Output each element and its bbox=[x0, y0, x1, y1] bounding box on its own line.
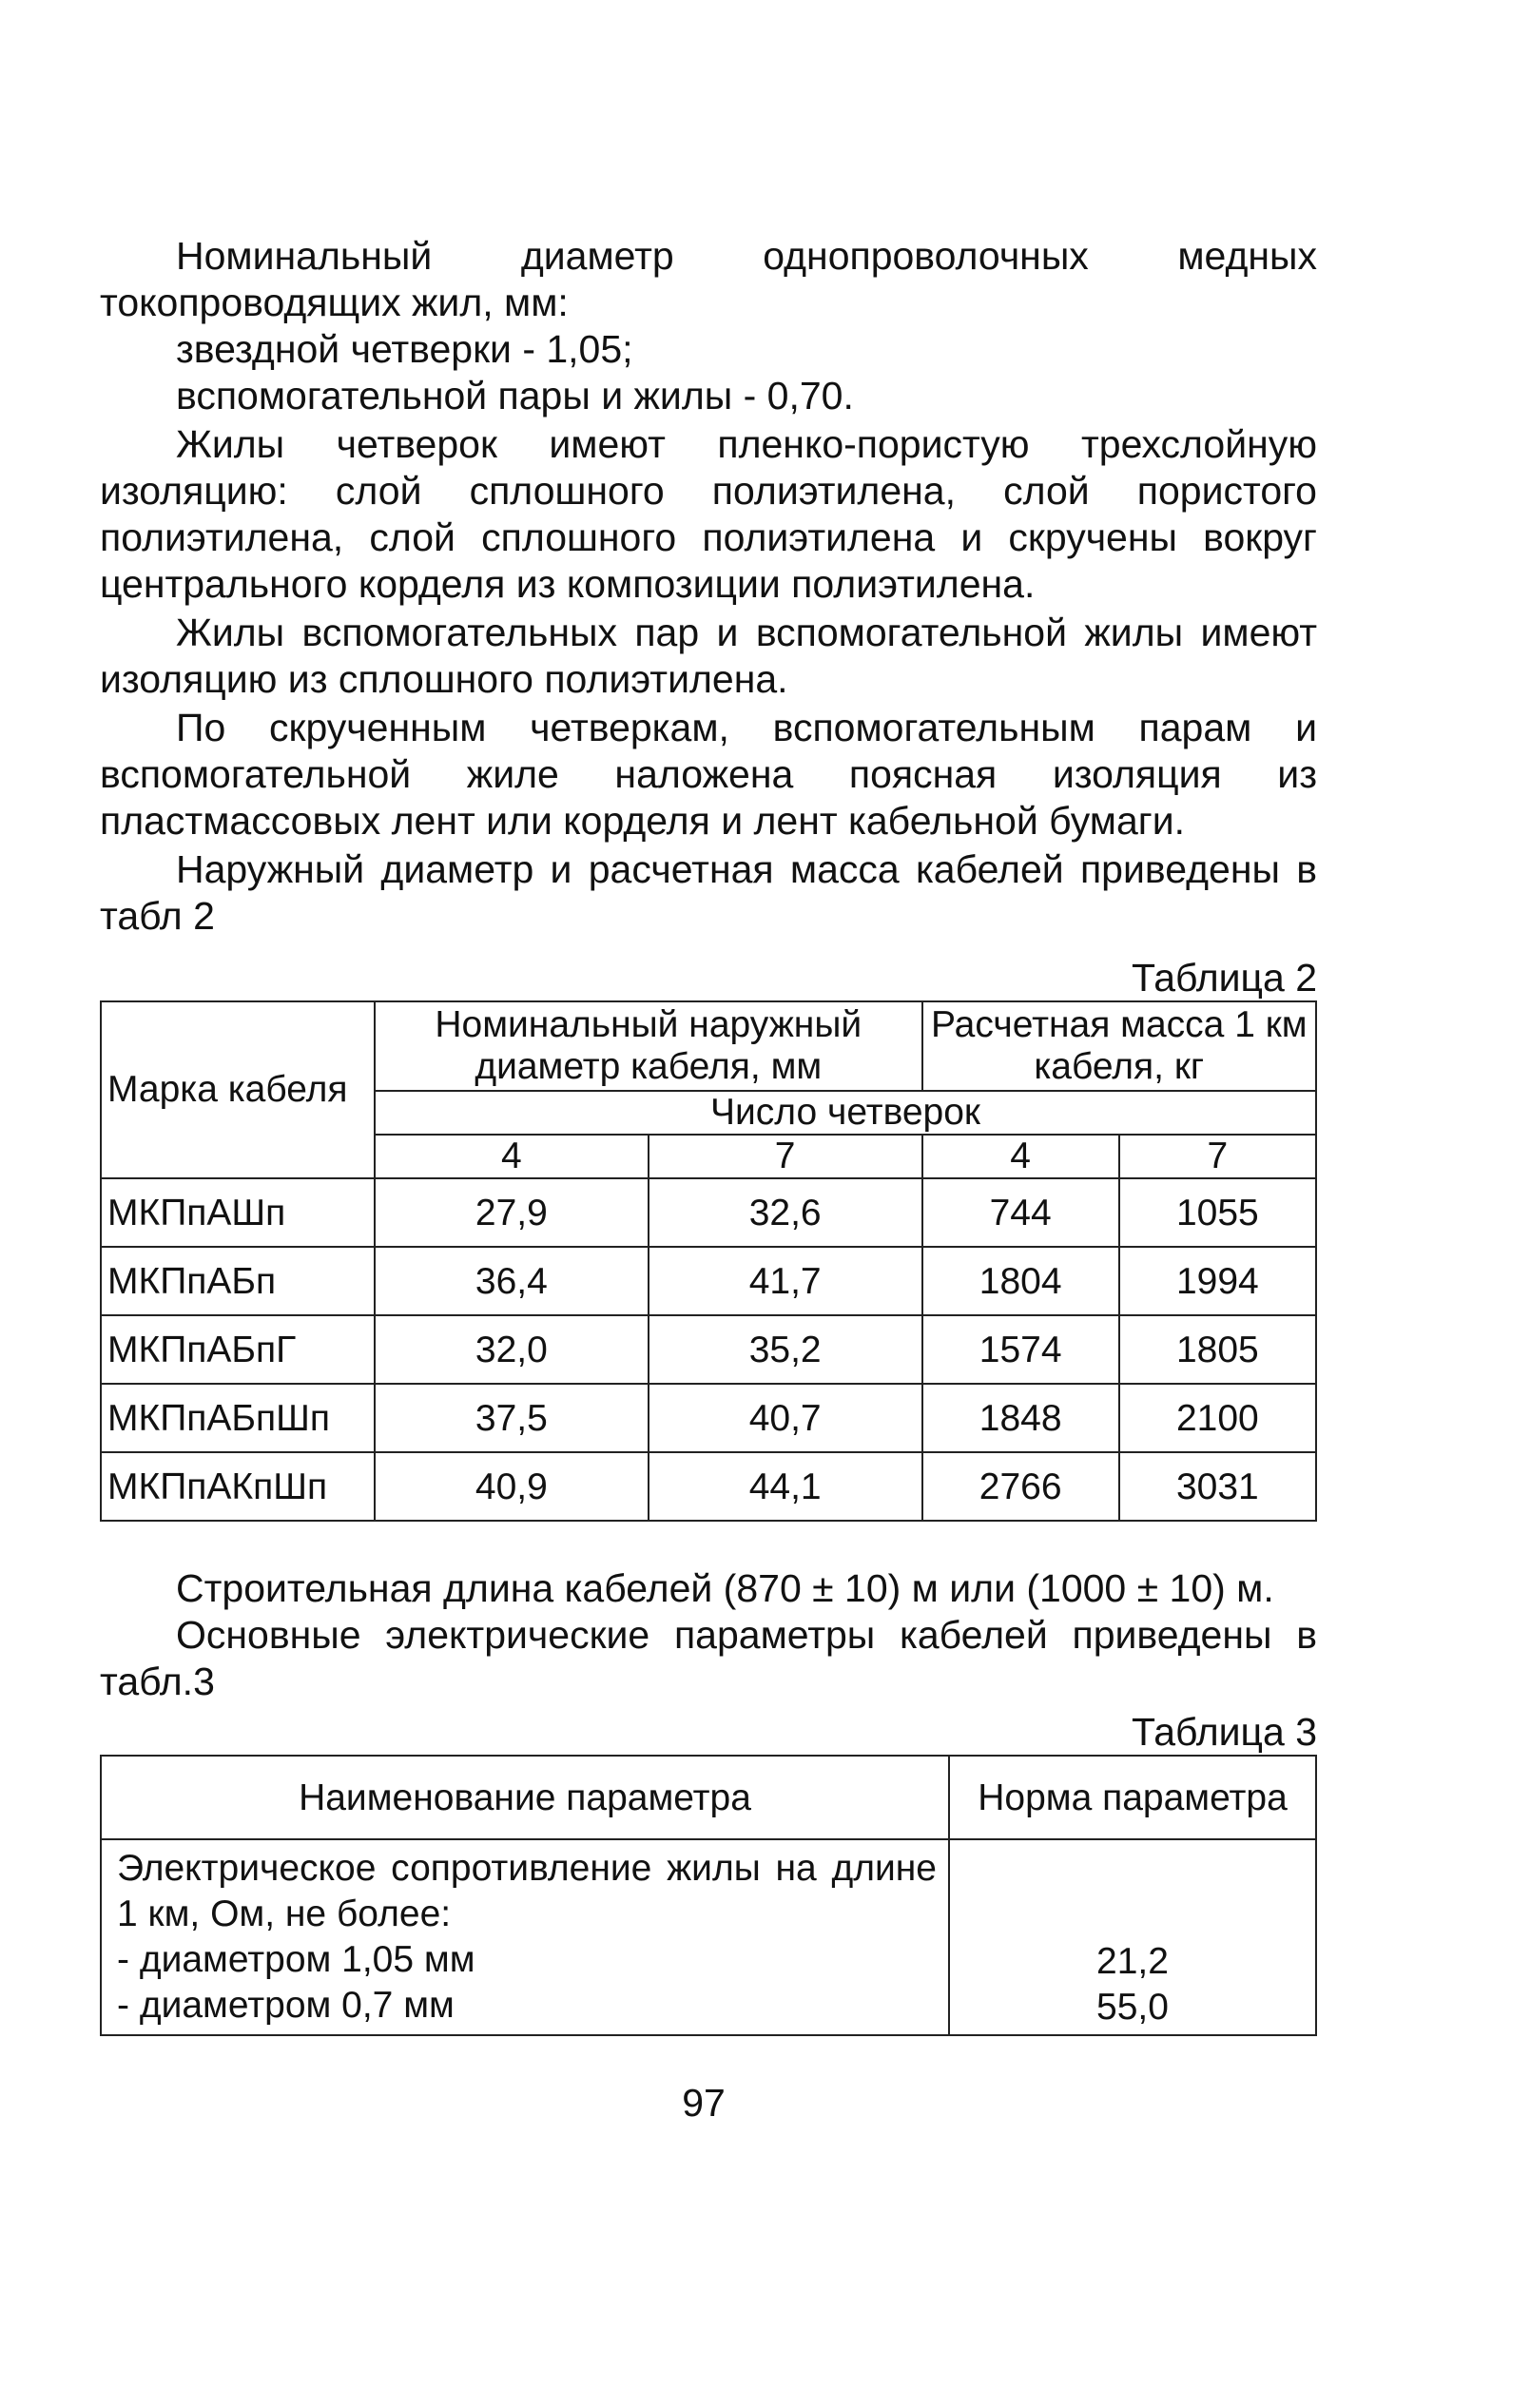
paragraph-quad-insulation: Жилы четверок имеют пленко-пористую трехслойную изоляцию: слой сплошного полиэтилена, слой пористого полиэтилена, слой сплошного полиэтилена и скручены вокруг центрального корделя из композиции полиэтилена. bbox=[100, 422, 1317, 606]
paragraph-construction-length: Строительная длина кабелей (870 ± 10) м или (1000 ± 10) м. bbox=[176, 1566, 1274, 1610]
table2-quads-cell: 4 bbox=[922, 1135, 1119, 1178]
table2-header-diameter: Номинальный наружный диаметр кабеля, мм bbox=[375, 1001, 922, 1091]
table3-param-cell bbox=[101, 1839, 949, 2035]
table2-value-cell: 1574 bbox=[922, 1315, 1119, 1384]
table2-header-mass: Расчетная масса 1 км кабеля, кг bbox=[922, 1001, 1316, 1091]
table2-brand-cell: МКПпАБпШп bbox=[101, 1384, 375, 1452]
paragraph-conductor-diameter: Номинальный диаметр однопроволочных медных токопроводящих жил, мм: bbox=[100, 234, 1317, 324]
table3-param-line: - диаметром 0,7 мм bbox=[117, 1985, 455, 2026]
table3-value: 21,2 bbox=[1096, 1941, 1169, 1982]
table2-value-cell: 36,4 bbox=[375, 1247, 649, 1315]
table2-value-cell: 37,5 bbox=[375, 1384, 649, 1452]
table2-value-cell: 27,9 bbox=[375, 1178, 649, 1247]
paragraph-aux-pair: вспомогательной пары и жилы - 0,70. bbox=[176, 374, 854, 418]
table2-value-cell: 40,9 bbox=[375, 1452, 649, 1521]
table-row bbox=[101, 1384, 1316, 1452]
table2 bbox=[100, 1000, 1317, 1522]
page-number: 97 bbox=[682, 2081, 726, 2125]
table2-brand-cell: МКПпАШп bbox=[101, 1178, 375, 1247]
table3-header-param: Наименование параметра bbox=[101, 1756, 949, 1839]
table-row bbox=[101, 1315, 1316, 1384]
table2-value-cell: 3031 bbox=[1119, 1452, 1316, 1521]
table3-param-title: Электрическое сопротивление жилы на длине 1 км, Ом, не более: bbox=[117, 1848, 937, 1934]
table2-value-cell: 1055 bbox=[1119, 1178, 1316, 1247]
table3-caption: Таблица 3 bbox=[1132, 1710, 1317, 1754]
table2-brand-cell: МКПпАБп bbox=[101, 1247, 375, 1315]
table2-value-cell: 2766 bbox=[922, 1452, 1119, 1521]
table3-value-cell bbox=[949, 1839, 1316, 2035]
table2-value-cell: 1848 bbox=[922, 1384, 1119, 1452]
table-row bbox=[101, 1452, 1316, 1521]
table2-value-cell: 40,7 bbox=[649, 1384, 922, 1452]
table2-value-cell: 1994 bbox=[1119, 1247, 1316, 1315]
table2-value-cell: 32,0 bbox=[375, 1315, 649, 1384]
paragraph-table3-ref: Основные электрические параметры кабелей приведены в табл.3 bbox=[100, 1613, 1317, 1703]
table2-value-cell: 2100 bbox=[1119, 1384, 1316, 1452]
table2-value-cell: 44,1 bbox=[649, 1452, 922, 1521]
table2-brand-cell: МКПпАКпШп bbox=[101, 1452, 375, 1521]
table3-header-norm: Норма параметра bbox=[949, 1756, 1316, 1839]
table2-value-cell: 32,6 bbox=[649, 1178, 922, 1247]
paragraph-belt-insulation: По скрученным четверкам, вспомогательным парам и вспомогательной жиле наложена поясная изоляция из пластмассовых лент или корделя и лент кабельной бумаги. bbox=[100, 706, 1317, 843]
table2-quads-cell: 4 bbox=[375, 1135, 649, 1178]
paragraph-table2-ref: Наружный диаметр и расчетная масса кабелей приведены в табл 2 bbox=[100, 847, 1317, 938]
table-row bbox=[101, 1839, 1316, 2035]
table2-header-brand: Марка кабеля bbox=[101, 1001, 375, 1178]
table-row bbox=[101, 1178, 1316, 1247]
table3-param-line: - диаметром 1,05 мм bbox=[117, 1939, 475, 1980]
table3-value: 55,0 bbox=[1096, 1987, 1169, 2028]
table3 bbox=[100, 1755, 1317, 2036]
table-row bbox=[101, 1247, 1316, 1315]
table2-value-cell: 41,7 bbox=[649, 1247, 922, 1315]
table2-value-cell: 35,2 bbox=[649, 1315, 922, 1384]
table2-caption: Таблица 2 bbox=[1132, 956, 1317, 1000]
table2-brand-cell: МКПпАБпГ bbox=[101, 1315, 375, 1384]
table2-value-cell: 1805 bbox=[1119, 1315, 1316, 1384]
paragraph-aux-insulation: Жилы вспомогательных пар и вспомогательной жилы имеют изоляцию из сплошного полиэтилена. bbox=[100, 611, 1317, 701]
table2-value-cell: 1804 bbox=[922, 1247, 1119, 1315]
page-body bbox=[100, 233, 1317, 2036]
table2-value-cell: 744 bbox=[922, 1178, 1119, 1247]
paragraph-star-quad: звездной четверки - 1,05; bbox=[176, 327, 633, 371]
table2-header-quads: Число четверок bbox=[375, 1091, 1316, 1135]
table2-quads-cell: 7 bbox=[649, 1135, 922, 1178]
table2-quads-cell: 7 bbox=[1119, 1135, 1316, 1178]
